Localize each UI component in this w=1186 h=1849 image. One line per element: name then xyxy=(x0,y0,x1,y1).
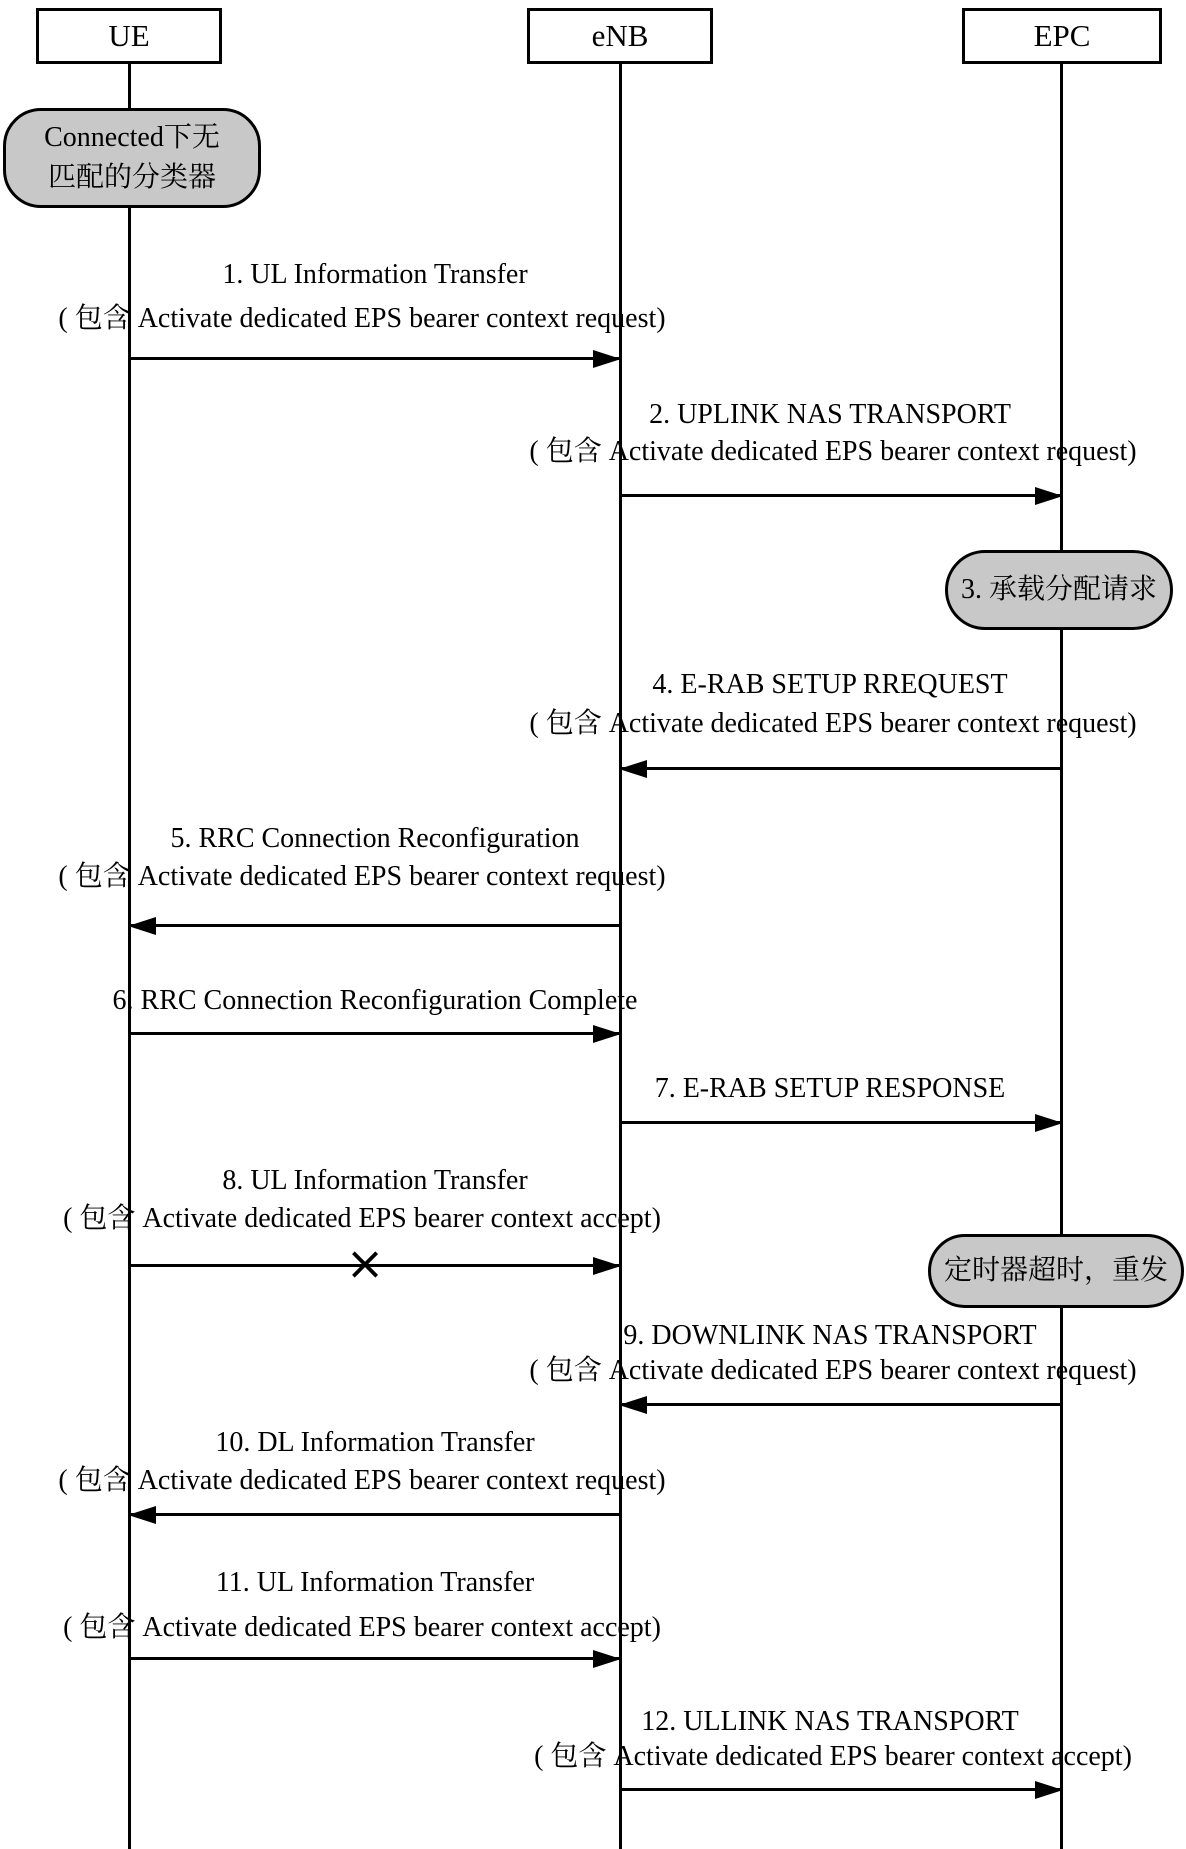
message-1-arrow xyxy=(130,357,619,360)
note-bearer-allocation-request xyxy=(945,550,1173,630)
message-8-title: 8. UL Information Transfer xyxy=(222,1165,528,1196)
message-10-detail: ( 包含 Activate dedicated EPS bearer context request) xyxy=(58,1465,666,1496)
message-4-arrow xyxy=(621,767,1061,770)
actor-label-ue: UE xyxy=(108,18,150,53)
message-7-title: 7. E-RAB SETUP RESPONSE xyxy=(654,1073,1006,1104)
message-6-title: 6. RRC Connection Reconfiguration Complete xyxy=(112,985,638,1016)
note-connected-line1: Connected下无 xyxy=(44,122,220,153)
message-6-arrow xyxy=(130,1032,619,1035)
actor-box-enb xyxy=(527,8,713,64)
arrowhead-right-icon xyxy=(1035,487,1063,505)
message-5-arrow xyxy=(130,924,619,927)
message-9-title: 9. DOWNLINK NAS TRANSPORT xyxy=(623,1320,1037,1351)
message-2-arrow xyxy=(621,494,1061,497)
message-12-title: 12. ULLINK NAS TRANSPORT xyxy=(641,1706,1019,1737)
message-5-title: 5. RRC Connection Reconfiguration xyxy=(170,823,580,854)
message-9-detail: ( 包含 Activate dedicated EPS bearer context request) xyxy=(529,1355,1137,1386)
message-11-arrow xyxy=(130,1657,619,1660)
message-4-title: 4. E-RAB SETUP RREQUEST xyxy=(652,669,1008,700)
arrowhead-right-icon xyxy=(1035,1781,1063,1799)
message-11-detail: ( 包含 Activate dedicated EPS bearer context accept) xyxy=(63,1612,661,1643)
arrowhead-right-icon xyxy=(1035,1114,1063,1132)
arrowhead-left-icon xyxy=(619,760,647,778)
arrowhead-left-icon xyxy=(128,1506,156,1524)
lost-message-cross-icon: × xyxy=(345,1236,385,1291)
note-timer-text: 定时器超时，重发 xyxy=(943,1255,1168,1286)
message-4-detail: ( 包含 Activate dedicated EPS bearer context request) xyxy=(529,708,1137,739)
message-12-detail: ( 包含 Activate dedicated EPS bearer context accept) xyxy=(534,1741,1132,1772)
actor-label-enb: eNB xyxy=(591,18,649,53)
message-11-title: 11. UL Information Transfer xyxy=(215,1567,535,1598)
arrowhead-right-icon xyxy=(593,1650,621,1668)
message-5-detail: ( 包含 Activate dedicated EPS bearer context request) xyxy=(58,861,666,892)
message-2-title: 2. UPLINK NAS TRANSPORT xyxy=(649,399,1011,430)
lifeline-epc xyxy=(1060,64,1063,1849)
message-9-arrow xyxy=(621,1403,1061,1406)
message-10-arrow xyxy=(130,1513,619,1516)
message-12-arrow xyxy=(621,1788,1061,1791)
message-1-title: 1. UL Information Transfer xyxy=(222,259,528,290)
note-timer-retransmit xyxy=(928,1234,1184,1308)
message-8-detail: ( 包含 Activate dedicated EPS bearer context accept) xyxy=(63,1203,661,1234)
note-connected-line2: 匹配的分类器 xyxy=(47,162,216,193)
note-connected-no-classifier xyxy=(3,108,261,208)
arrowhead-right-icon xyxy=(593,1025,621,1043)
actor-label-epc: EPC xyxy=(1033,18,1091,53)
arrowhead-right-icon xyxy=(593,350,621,368)
arrowhead-right-icon xyxy=(593,1257,621,1275)
arrowhead-left-icon xyxy=(128,917,156,935)
actor-box-ue xyxy=(36,8,222,64)
message-10-title: 10. DL Information Transfer xyxy=(215,1427,535,1458)
arrowhead-left-icon xyxy=(619,1396,647,1414)
message-2-detail: ( 包含 Activate dedicated EPS bearer context request) xyxy=(529,436,1137,467)
actor-box-epc xyxy=(962,8,1162,64)
message-1-detail: ( 包含 Activate dedicated EPS bearer context request) xyxy=(58,303,666,334)
note-bearer-text: 3. 承载分配请求 xyxy=(960,574,1157,605)
message-7-arrow xyxy=(621,1121,1061,1124)
